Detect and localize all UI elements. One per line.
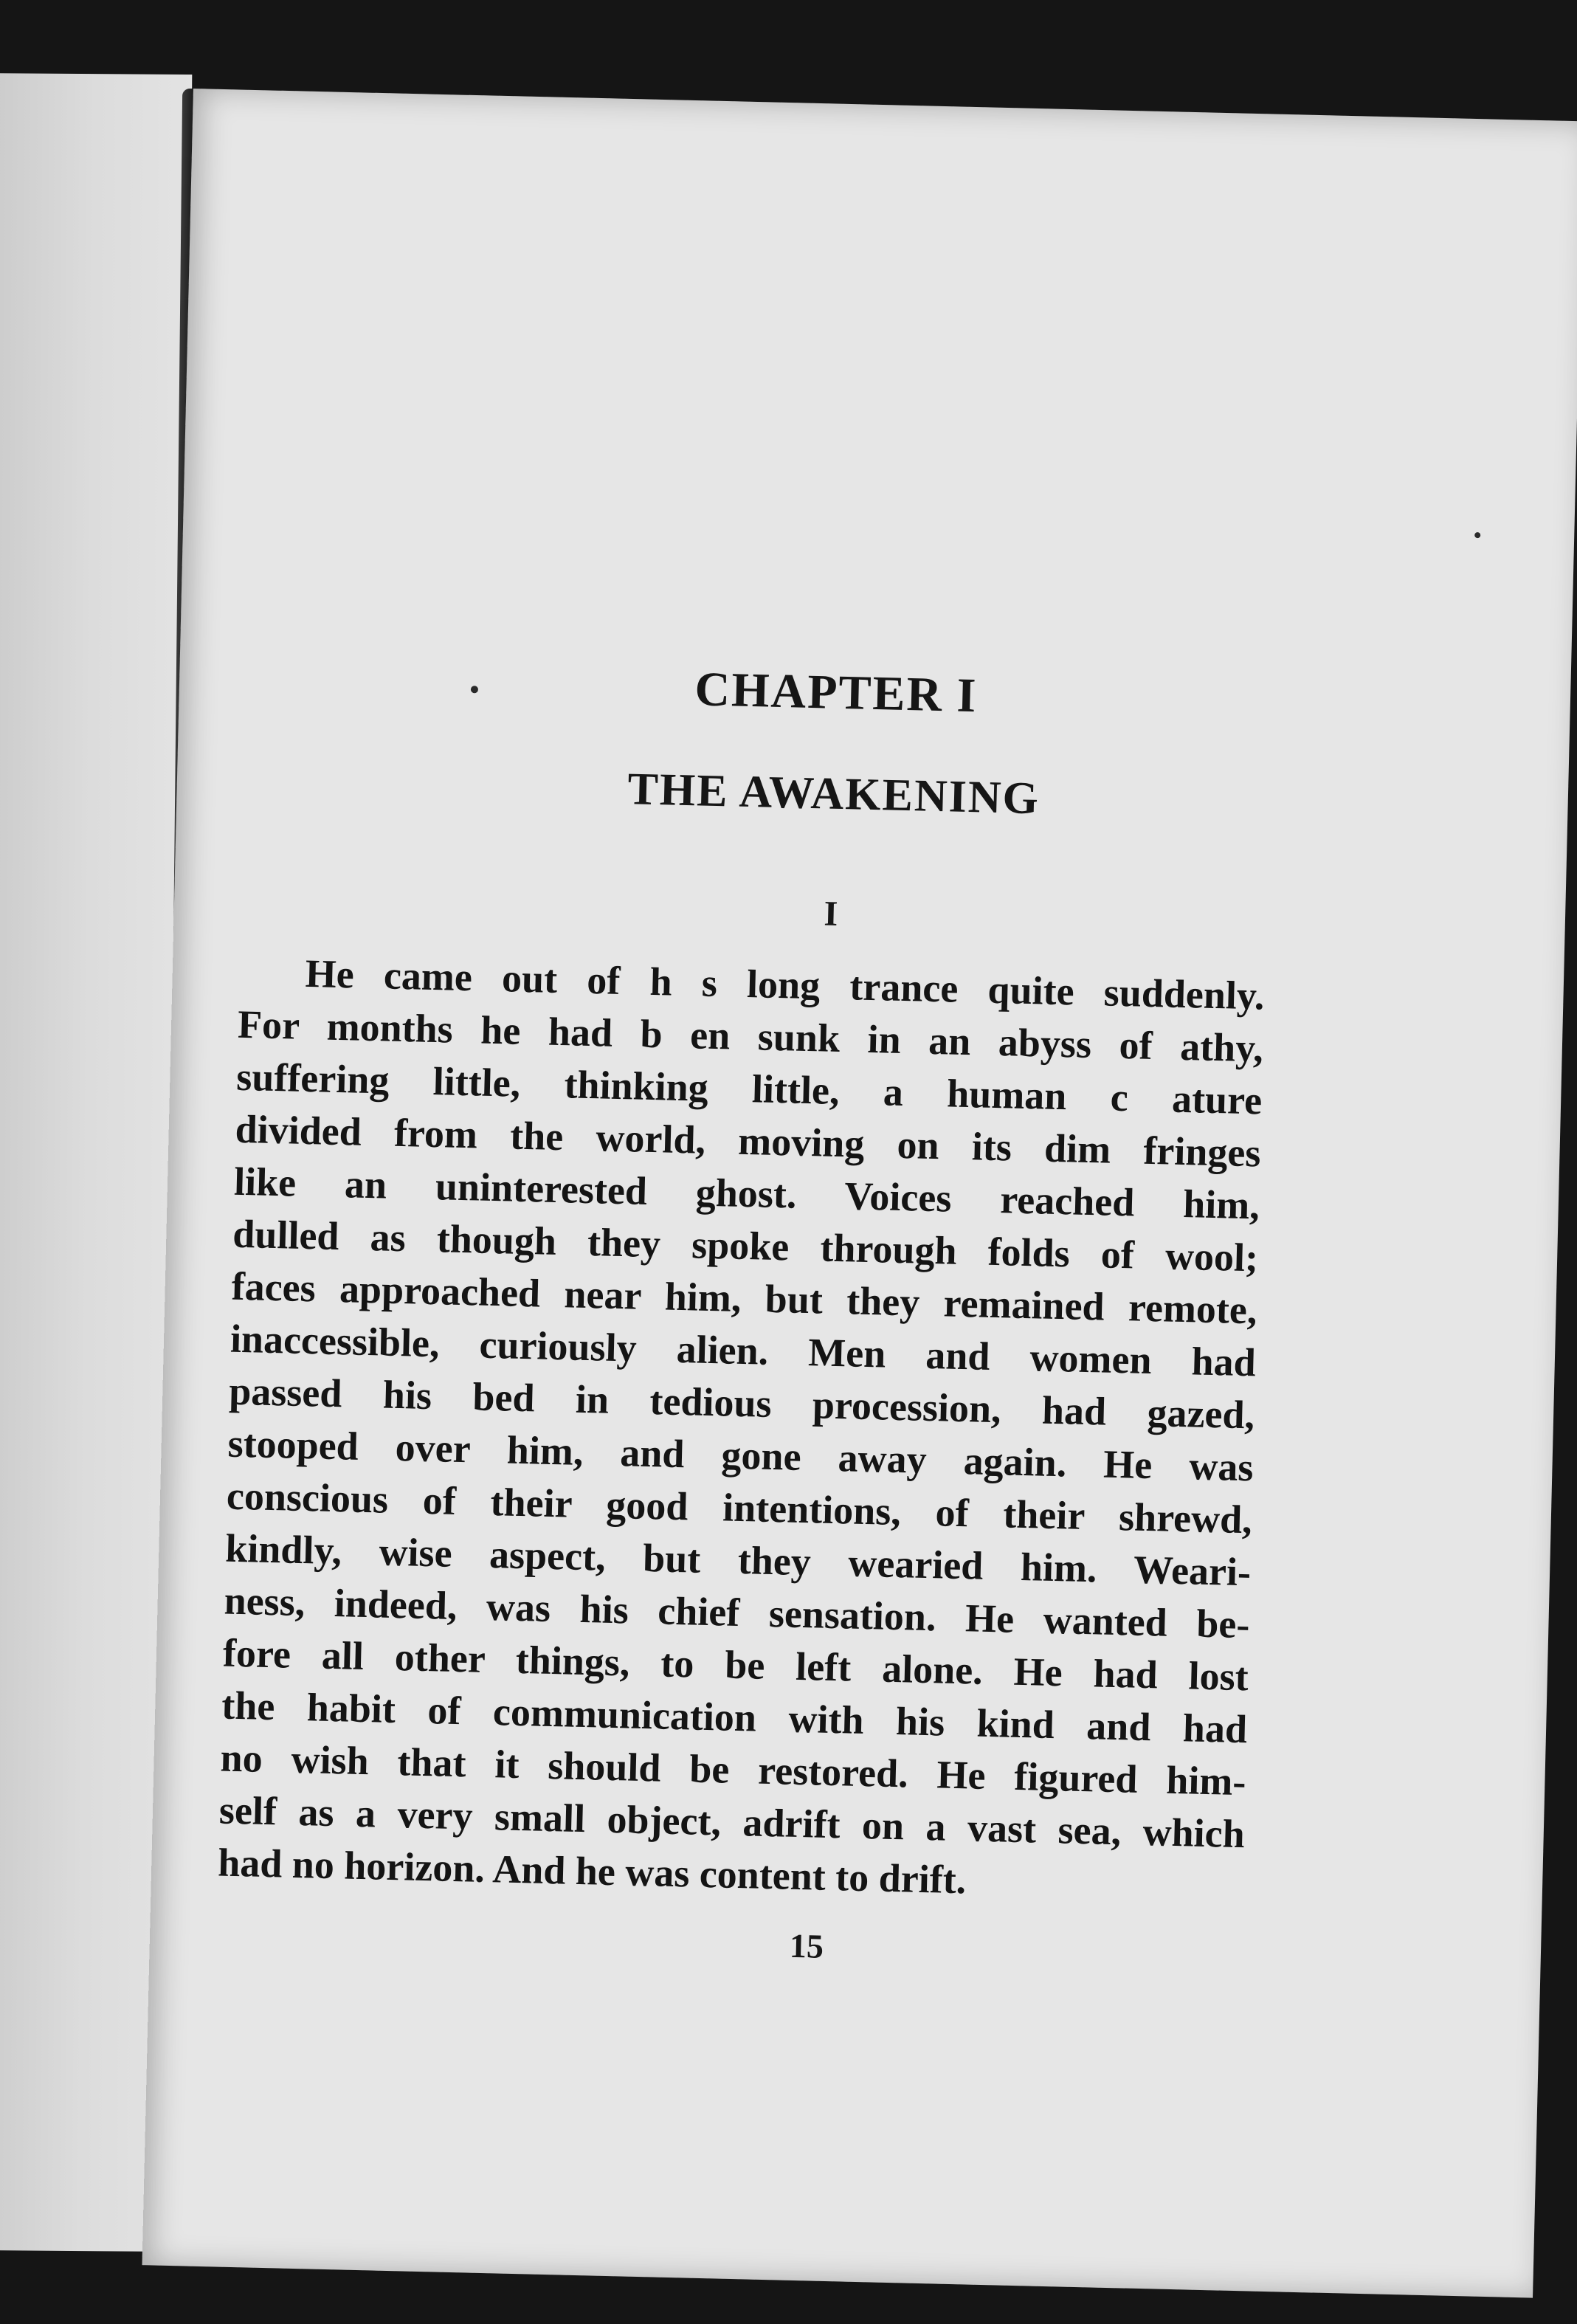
text-line: no wish that it should be restored. He figured him- xyxy=(220,1735,1247,1804)
text-line: had no horizon. And he was content to drift. xyxy=(217,1840,967,1903)
body-paragraph xyxy=(218,946,1266,1913)
text-line: dulled as though they spoke through folds of wool; xyxy=(232,1211,1259,1280)
text-line: stooped over him, and gone away again. He was xyxy=(227,1421,1255,1490)
text-line: kindly, wise aspect, but they wearied him. Weari- xyxy=(224,1525,1252,1595)
text-line: self as a very small object, adrift on a vast sea, which xyxy=(218,1787,1246,1857)
ink-speck xyxy=(1474,532,1480,538)
text-line: inaccessible, curiously alien. Men and women had xyxy=(230,1316,1257,1385)
text-line: the habit of communication with his kind and had xyxy=(221,1683,1248,1752)
section-numeral: I xyxy=(823,894,838,934)
text-line: He came out of h s long trance quite suddenly. xyxy=(305,951,1266,1018)
text-line: passed his bed in tedious procession, had gazed, xyxy=(228,1368,1255,1438)
text-line: like an uninterested ghost. Voices reached him, xyxy=(233,1159,1260,1228)
text-line: fore all other things, to be left alone. He had lost xyxy=(222,1630,1249,1700)
text-line: divided from the world, moving on its dim fringes xyxy=(235,1106,1262,1176)
chapter-title: THE AWAKENING xyxy=(627,764,1041,824)
page-number: 15 xyxy=(789,1926,824,1965)
text-line: For months he had b en sunk in an abyss of athy, xyxy=(237,1001,1264,1071)
text-line: conscious of their good intentions, of their shrewd, xyxy=(226,1473,1253,1542)
page-content xyxy=(142,89,1577,2298)
chapter-heading: CHAPTER I xyxy=(694,662,979,723)
text-line: faces approached near him, but they remained remote, xyxy=(231,1263,1258,1333)
book-page xyxy=(142,89,1577,2298)
text-line: suffering little, thinking little, a human c ature xyxy=(235,1054,1263,1123)
text-line: ness, indeed, was his chief sensation. He wanted be- xyxy=(224,1578,1251,1647)
